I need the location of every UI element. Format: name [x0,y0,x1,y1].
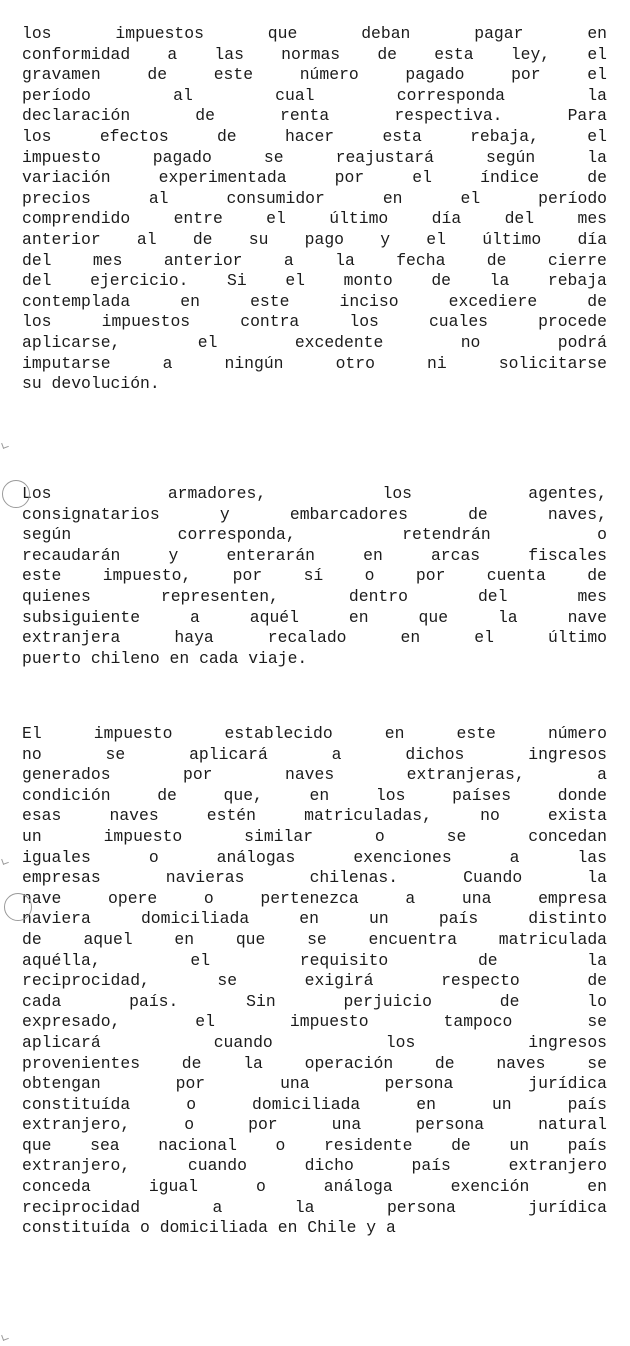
text-line: no se aplicará a dichos ingresos [22,744,607,764]
text-line: subsiguiente a aquél en que la nave [22,607,607,627]
text-line: gravamen de este número pagado por el [22,65,607,85]
text-line: los impuestos que deban pagar en [22,24,607,43]
text-line: aplicará cuando los ingresos [22,1032,607,1052]
text-line: que sea nacional o residente de un país [22,1135,607,1155]
text-line: constituída o domiciliada en un país [22,1094,607,1114]
text-line: del ejercicio. Si el monto de la rebaja [22,271,607,291]
text-line: nave opere o pertenezca a una empresa [22,888,607,908]
text-line: conformidad a las normas de esta ley, el [22,44,607,64]
text-line: puerto chileno en cada viaje. [22,648,308,668]
text-line: generados por naves extranjeras, a [22,765,607,785]
text-line: del mes anterior a la fecha de cierre [22,250,607,270]
text-line: constituída o domiciliada en Chile y a [22,1218,396,1238]
text-line: expresado, el impuesto tampoco se [22,1012,607,1032]
text-line: provenientes de la operación de naves se [22,1053,607,1073]
text-line: su devolución. [22,374,160,394]
text-line: contemplada en este inciso excediere de [22,291,607,311]
text-line: aplicarse, el excedente no podrá [22,332,607,352]
text-line: Los armadores, los agentes, [22,484,607,503]
text-line: impuesto pagado se reajustará según la [22,147,607,167]
scan-speck-3 [1,1333,9,1341]
text-line: condición de que, en los países donde [22,785,607,805]
text-line: precios al consumidor en el período [22,188,607,208]
text-line: El impuesto establecido en este número [22,724,607,743]
text-line: reciprocidad, se exigirá respecto de [22,971,607,991]
text-line: naviera domiciliada en un país distinto [22,909,607,929]
text-line: reciprocidad a la persona jurídica [22,1197,607,1217]
text-line: período al cual corresponda la [22,85,607,105]
text-line: los impuestos contra los cuales procede [22,312,607,332]
text-line: extranjero, cuando dicho país extranjero [22,1156,607,1176]
text-line: extranjera haya recalado en el último [22,628,607,648]
text-line: un impuesto similar o se concedan [22,826,607,846]
text-line: quienes representen, dentro del mes [22,586,607,606]
paragraph-armadores [22,484,607,669]
punch-hole-mark-bottom [4,893,32,921]
text-line: según corresponda, retendrán o [22,525,607,545]
text-line: iguales o análogas exenciones a las [22,847,607,867]
text-line: variación experimentada por el índice de [22,168,607,188]
punch-hole-mark-top [2,480,30,508]
text-line: recaudarán y enterarán en arcas fiscales [22,545,607,565]
text-line: extranjero, o por una persona natural [22,1115,607,1135]
paragraph-exencion [22,724,607,1239]
text-line: aquélla, el requisito de la [22,950,607,970]
text-line: comprendido entre el último día del mes [22,209,607,229]
scan-speck-2 [1,857,9,865]
text-line: declaración de renta respectiva. Para [22,106,607,126]
text-line: este impuesto, por sí o por cuenta de [22,566,607,586]
text-line: anterior al de su pago y el último día [22,229,607,249]
text-line: consignatarios y embarcadores de naves, [22,504,607,524]
paragraph-rebaja [22,24,607,395]
text-line: de aquel en que se encuentra matriculada [22,929,607,949]
scan-speck-1 [1,441,9,449]
text-line: esas naves estén matriculadas, no exista [22,806,607,826]
text-line: obtengan por una persona jurídica [22,1074,607,1094]
text-line: los efectos de hacer esta rebaja, el [22,126,607,146]
text-line: imputarse a ningún otro ni solicitarse [22,353,607,373]
text-line: cada país. Sin perjuicio de lo [22,991,607,1011]
text-line: conceda igual o análoga exención en [22,1177,607,1197]
text-line: empresas navieras chilenas. Cuando la [22,868,607,888]
